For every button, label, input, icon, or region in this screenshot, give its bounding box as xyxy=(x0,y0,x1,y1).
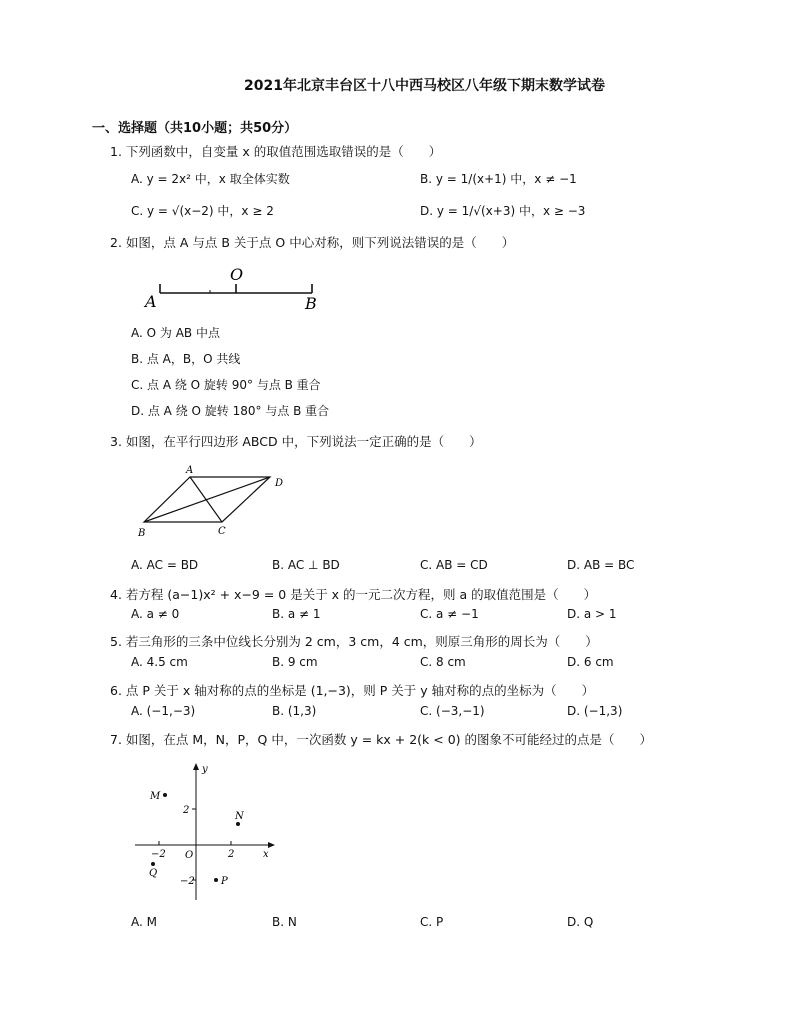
question-4-option-d: D. a > 1 xyxy=(567,607,617,621)
question-6-option-b: B. (1,3) xyxy=(272,704,317,718)
label-a: A xyxy=(186,465,194,476)
question-4-stem: 4. 若方程 (a−1)x² + x−9 = 0 是关于 x 的一元二次方程，则 a 的取值范围是（ ） xyxy=(110,587,597,602)
question-6-option-c: C. (−3,−1) xyxy=(420,704,485,718)
question-7-option-c: C. P xyxy=(420,915,444,929)
question-4-option-a: A. a ≠ 0 xyxy=(131,607,180,621)
question-2-option-d: D. 点 A 绕 O 旋转 180° 与点 B 重合 xyxy=(131,404,330,418)
label-tick-xneg2: −2 xyxy=(151,849,166,860)
label-x: x xyxy=(263,849,269,860)
question-1-option-d: D. y = 1/√(x+3) 中，x ≥ −3 xyxy=(420,204,586,218)
question-2-option-c: C. 点 A 绕 O 旋转 90° 与点 B 重合 xyxy=(131,378,321,392)
coordinate-plane-figure xyxy=(130,760,280,905)
question-7-option-a: A. M xyxy=(131,915,157,929)
question-6-stem: 6. 点 P 关于 x 轴对称的点的坐标是 (1,−3)，则 P 关于 y 轴对称的点的坐标为（ ） xyxy=(110,683,595,698)
section-heading: 一、选择题（共10小题；共50分） xyxy=(92,121,298,136)
label-origin: O xyxy=(185,850,194,861)
question-5-option-b: B. 9 cm xyxy=(272,655,318,669)
label-a: A xyxy=(145,292,157,311)
question-7-stem: 7. 如图，在点 M，N，P，Q 中，一次函数 y = kx + 2(k < 0) 的图象不可能经过的点是（ ） xyxy=(110,732,652,747)
label-p: P xyxy=(221,876,228,887)
question-6-option-a: A. (−1,−3) xyxy=(131,704,196,718)
label-y: y xyxy=(202,764,208,775)
label-b: B xyxy=(305,294,317,313)
question-5-option-c: C. 8 cm xyxy=(420,655,466,669)
question-5-option-a: A. 4.5 cm xyxy=(131,655,188,669)
question-7-option-b: B. N xyxy=(272,915,297,929)
question-3-option-d: D. AB = BC xyxy=(567,558,635,572)
question-3-option-a: A. AC = BD xyxy=(131,558,199,572)
label-c: C xyxy=(218,526,226,537)
question-1-option-c: C. y = √(x−2) 中，x ≥ 2 xyxy=(131,204,274,218)
question-2-option-b: B. 点 A，B，O 共线 xyxy=(131,352,241,366)
question-2-stem: 2. 如图，点 A 与点 B 关于点 O 中心对称，则下列说法错误的是（ ） xyxy=(110,235,515,250)
question-3-option-c: C. AB = CD xyxy=(420,558,488,572)
label-tick-yneg2: −2 xyxy=(180,876,195,887)
question-4-option-b: B. a ≠ 1 xyxy=(272,607,321,621)
question-2-option-a: A. O 为 AB 中点 xyxy=(131,326,220,340)
question-3-stem: 3. 如图，在平行四边形 ABCD 中，下列说法一定正确的是（ ） xyxy=(110,434,482,449)
question-4-option-c: C. a ≠ −1 xyxy=(420,607,479,621)
label-m: M xyxy=(150,791,161,802)
label-q: Q xyxy=(149,868,158,879)
question-1-stem: 1. 下列函数中，自变量 x 的取值范围选取错误的是（ ） xyxy=(110,144,442,159)
question-1-option-a: A. y = 2x² 中，x 取全体实数 xyxy=(131,172,290,186)
question-3-option-b: B. AC ⊥ BD xyxy=(272,558,340,572)
question-7-option-d: D. Q xyxy=(567,915,594,929)
label-tick-y2: 2 xyxy=(183,805,190,816)
label-tick-x2: 2 xyxy=(228,849,235,860)
label-b: B xyxy=(138,528,146,539)
question-1-option-b: B. y = 1/(x+1) 中，x ≠ −1 xyxy=(420,172,577,186)
question-5-option-d: D. 6 cm xyxy=(567,655,614,669)
parallelogram-abcd-figure xyxy=(130,462,300,542)
label-n: N xyxy=(235,811,244,822)
segment-ab-figure xyxy=(140,262,330,312)
label-d: D xyxy=(275,478,284,489)
question-6-option-d: D. (−1,3) xyxy=(567,704,623,718)
label-o: O xyxy=(230,265,244,284)
paper-title: 2021年北京丰台区十八中西马校区八年级下期末数学试卷 xyxy=(244,78,605,94)
question-5-stem: 5. 若三角形的三条中位线长分别为 2 cm，3 cm，4 cm，则原三角形的周长为（ ） xyxy=(110,634,598,649)
